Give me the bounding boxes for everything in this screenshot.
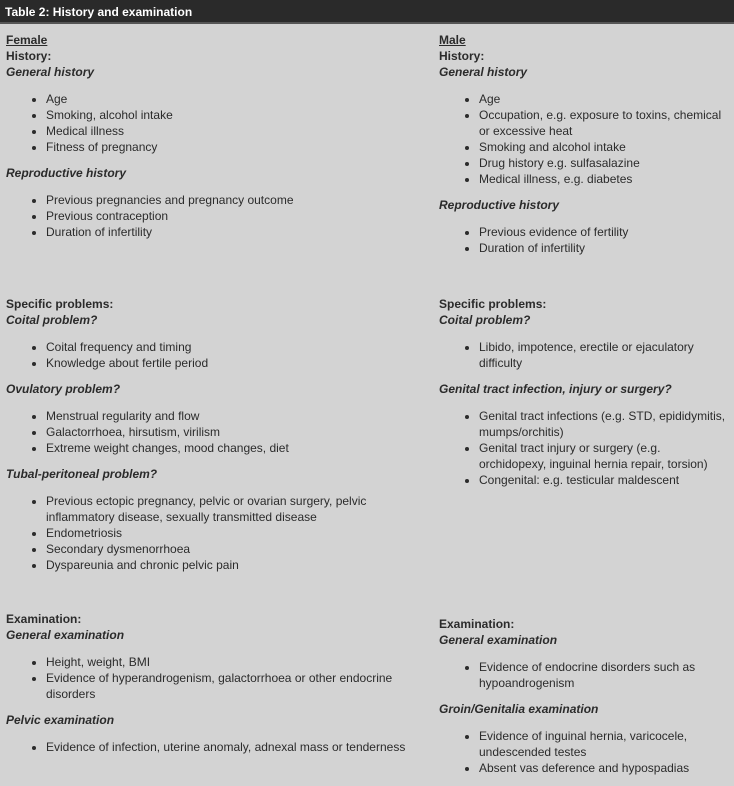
female-specific-label: Specific problems:	[6, 297, 114, 311]
male-coital-title: Coital problem?	[439, 313, 531, 327]
list-item: • Previous contraception	[46, 208, 426, 224]
list-item: • Evidence of inguinal hernia, varicocele, undescended testes	[479, 728, 729, 760]
female-reproductive-history-title: Reproductive history	[6, 166, 127, 180]
female-general-history-title: General history	[6, 65, 95, 79]
table-body	[0, 24, 734, 781]
list-item: • Evidence of infection, uterine anomaly, adnexal mass or tenderness	[46, 739, 426, 755]
table-title: Table 2: History and examination	[0, 0, 734, 24]
female-tubal-list	[6, 493, 426, 573]
list-item: • Genital tract injury or surgery (e.g. orchidopexy, inguinal hernia repair, torsion)	[479, 440, 729, 472]
list-item: • Fitness of pregnancy	[46, 139, 426, 155]
list-item: • Age	[46, 91, 426, 107]
male-specific-label: Specific problems:	[439, 297, 547, 311]
list-item: • Coital frequency and timing	[46, 339, 426, 355]
list-item: • Medical illness	[46, 123, 426, 139]
male-genital-list	[439, 408, 729, 488]
male-reproductive-history-title: Reproductive history	[439, 198, 560, 212]
female-tubal-title: Tubal-peritoneal problem?	[6, 467, 158, 481]
list-item: • Evidence of hyperandrogenism, galactorrhoea or other endocrine disorders	[46, 670, 426, 702]
list-item: • Knowledge about fertile period	[46, 355, 426, 371]
list-item: • Previous ectopic pregnancy, pelvic or ovarian surgery, pelvic inflammatory disease, sexually transmitted disease	[46, 493, 426, 525]
list-item: • Occupation, e.g. exposure to toxins, chemical or excessive heat	[479, 107, 729, 139]
female-pelvic-exam-title: Pelvic examination	[6, 713, 115, 727]
list-item: • Secondary dysmenorrhoea	[46, 541, 426, 557]
female-header: Female	[6, 33, 48, 47]
list-item: • Absent vas deference and hypospadias	[479, 760, 729, 776]
list-item: • Previous pregnancies and pregnancy outcome	[46, 192, 426, 208]
female-pelvic-exam-list	[6, 739, 426, 755]
male-genital-title: Genital tract infection, injury or surgery?	[439, 382, 672, 396]
male-general-history-title: General history	[439, 65, 528, 79]
list-item: • Libido, impotence, erectile or ejaculatory difficulty	[479, 339, 729, 371]
female-examination-label: Examination:	[6, 612, 82, 626]
female-history-label: History:	[6, 49, 52, 63]
list-item: • Endometriosis	[46, 525, 426, 541]
male-reproductive-history-list	[439, 224, 729, 256]
female-general-history-list	[6, 91, 426, 155]
male-header: Male	[439, 33, 466, 47]
list-item: • Duration of infertility	[46, 224, 426, 240]
list-item: • Drug history e.g. sulfasalazine	[479, 155, 729, 171]
list-item: • Previous evidence of fertility	[479, 224, 729, 240]
list-item: • Galactorrhoea, hirsutism, virilism	[46, 424, 426, 440]
male-groin-exam-title: Groin/Genitalia examination	[439, 702, 599, 716]
male-history-label: History:	[439, 49, 485, 63]
male-groin-exam-list	[439, 728, 729, 776]
male-coital-list	[439, 339, 729, 371]
male-column	[439, 32, 729, 786]
male-general-exam-list	[439, 659, 729, 691]
list-item: • Age	[479, 91, 729, 107]
male-general-exam-title: General examination	[439, 633, 558, 647]
list-item: • Congenital: e.g. testicular maldescent	[479, 472, 729, 488]
list-item: • Duration of infertility	[479, 240, 729, 256]
list-item: • Smoking, alcohol intake	[46, 107, 426, 123]
list-item: • Dyspareunia and chronic pelvic pain	[46, 557, 426, 573]
male-general-history-list	[439, 91, 729, 187]
list-item: • Menstrual regularity and flow	[46, 408, 426, 424]
list-item: • Extreme weight changes, mood changes, diet	[46, 440, 426, 456]
list-item: • Height, weight, BMI	[46, 654, 426, 670]
list-item: • Smoking and alcohol intake	[479, 139, 729, 155]
list-item: • Evidence of endocrine disorders such as hypoandrogenism	[479, 659, 729, 691]
female-column	[6, 32, 426, 765]
female-ovulatory-title: Ovulatory problem?	[6, 382, 121, 396]
female-ovulatory-list	[6, 408, 426, 456]
female-general-exam-title: General examination	[6, 628, 125, 642]
female-coital-title: Coital problem?	[6, 313, 98, 327]
female-general-exam-list	[6, 654, 426, 702]
male-examination-label: Examination:	[439, 617, 515, 631]
female-coital-list	[6, 339, 426, 371]
list-item: • Genital tract infections (e.g. STD, epididymitis, mumps/orchitis)	[479, 408, 729, 440]
female-reproductive-history-list	[6, 192, 426, 240]
list-item: • Medical illness, e.g. diabetes	[479, 171, 729, 187]
